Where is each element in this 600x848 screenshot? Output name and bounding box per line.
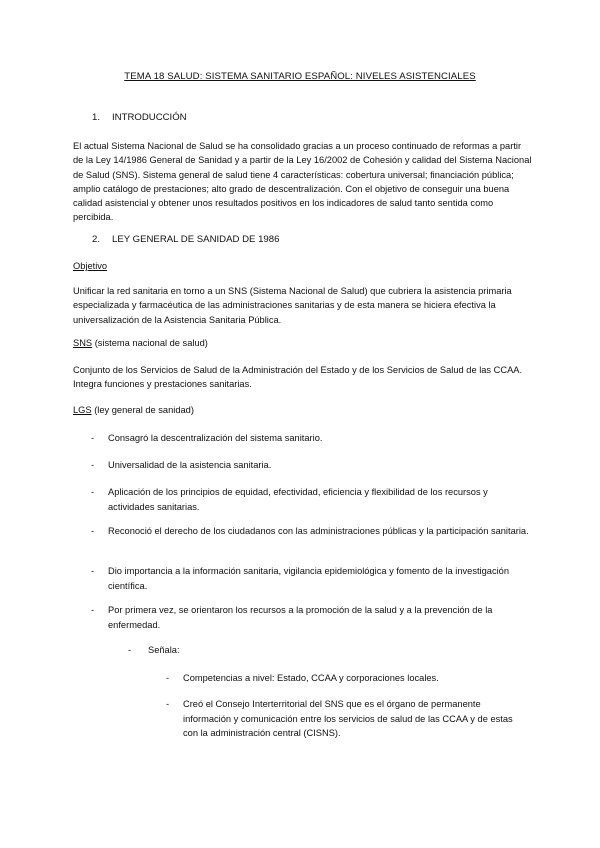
bullet-dash: - bbox=[91, 487, 95, 497]
list-item bbox=[91, 603, 531, 632]
list-item-text: Consagró la descentralización del sistema sanitario. bbox=[108, 433, 323, 443]
senala-label: Señala: bbox=[148, 645, 180, 655]
sns-abbreviation: SNS bbox=[73, 338, 93, 348]
bullet-dash: - bbox=[128, 645, 132, 655]
section-2-number: 2. bbox=[92, 234, 101, 245]
bullet-dash: - bbox=[91, 460, 95, 470]
lgs-abbreviation: LGS bbox=[73, 405, 92, 415]
sns-label bbox=[73, 338, 208, 348]
list-item-text: Universalidad de la asistencia sanitaria. bbox=[108, 460, 272, 470]
list-item-text: Aplicación de los principios de equidad, efectividad, eficiencia y flexibilidad de los recursos y actividades sanitarias. bbox=[108, 487, 488, 512]
sns-paragraph: Conjunto de los Servicios de Salud de la Administración del Estado y de los Servicios de Salud de las CCAA. Integra funciones y prestaciones sanitarias. bbox=[73, 365, 523, 390]
list-item-text: Reconoció el derecho de los ciudadanos con las administraciones públicas y la participación sanitaria. bbox=[108, 526, 529, 536]
list-item bbox=[91, 458, 531, 473]
senala-item bbox=[128, 645, 180, 655]
bullet-dash: - bbox=[91, 526, 95, 536]
section-1-title: INTRODUCCIÓN bbox=[112, 112, 187, 123]
sub-list-item-text: Competencias a nivel: Estado, CCAA y corporaciones locales. bbox=[183, 673, 439, 683]
list-item bbox=[91, 485, 531, 514]
sns-expansion: (sistema nacional de salud) bbox=[92, 338, 208, 348]
sub-list-item-text: Creó el Consejo Interterritorial del SNS que es el órgano de permanente información y comunicación entre los servicios de salud de las CCAA y de estas con la administración central (CISNS). bbox=[183, 699, 513, 739]
section-1-heading bbox=[92, 112, 187, 123]
objetivo-label-text: Objetivo bbox=[73, 261, 108, 271]
bullet-dash: - bbox=[166, 673, 170, 683]
document-title: TEMA 18 SALUD: SISTEMA SANITARIO ESPAÑOL: NIVELES ASISTENCIALES bbox=[124, 71, 476, 82]
list-item-text: Por primera vez, se orientaron los recursos a la promoción de la salud y a la prevención de la enfermedad. bbox=[108, 605, 493, 630]
list-item bbox=[91, 524, 531, 539]
list-item bbox=[91, 564, 531, 593]
bullet-dash: - bbox=[91, 433, 95, 443]
list-item bbox=[91, 431, 531, 446]
section-1-number: 1. bbox=[92, 112, 101, 123]
sub-list-item bbox=[166, 671, 526, 686]
section-2-heading bbox=[92, 234, 279, 245]
intro-paragraph: El actual Sistema Nacional de Salud se ha consolidado gracias a un proceso continuado de reformas a partir de la Ley 14/1986 General de Sanidad y a partir de la Ley 16/2002 de Cohesión y calidad del Sistema Nacional de Salud (SNS). Sistema general de salud tiene 4 características: cobertura universal; financiación pública; amplio catálogo de prestaciones; alto grado de descentralización. Con el objetivo de conseguir una buena calidad asistencial y obtener unos resultados positivos en los indicadores de salud tanto sentida como percibida. bbox=[73, 141, 532, 223]
bullet-dash: - bbox=[91, 605, 95, 615]
section-2-title: LEY GENERAL DE SANIDAD DE 1986 bbox=[112, 234, 280, 245]
lgs-expansion: (ley general de sanidad) bbox=[91, 405, 194, 415]
objetivo-paragraph: Unificar la red sanitaria en torno a un SNS (Sistema Nacional de Salud) que cubriera la asistencia primaria especializada y farmacéutica de las administraciones sanitarias y de esta manera se hiciera efectiva la universalización de la Asistencia Sanitaria Pública. bbox=[73, 286, 512, 325]
lgs-label bbox=[73, 405, 194, 415]
bullet-dash: - bbox=[166, 699, 170, 709]
objetivo-label bbox=[73, 261, 107, 271]
sub-list-item bbox=[166, 697, 526, 741]
list-item-text: Dio importancia a la información sanitaria, vigilancia epidemiológica y fomento de la investigación científica. bbox=[108, 566, 510, 591]
bullet-dash: - bbox=[91, 566, 95, 576]
